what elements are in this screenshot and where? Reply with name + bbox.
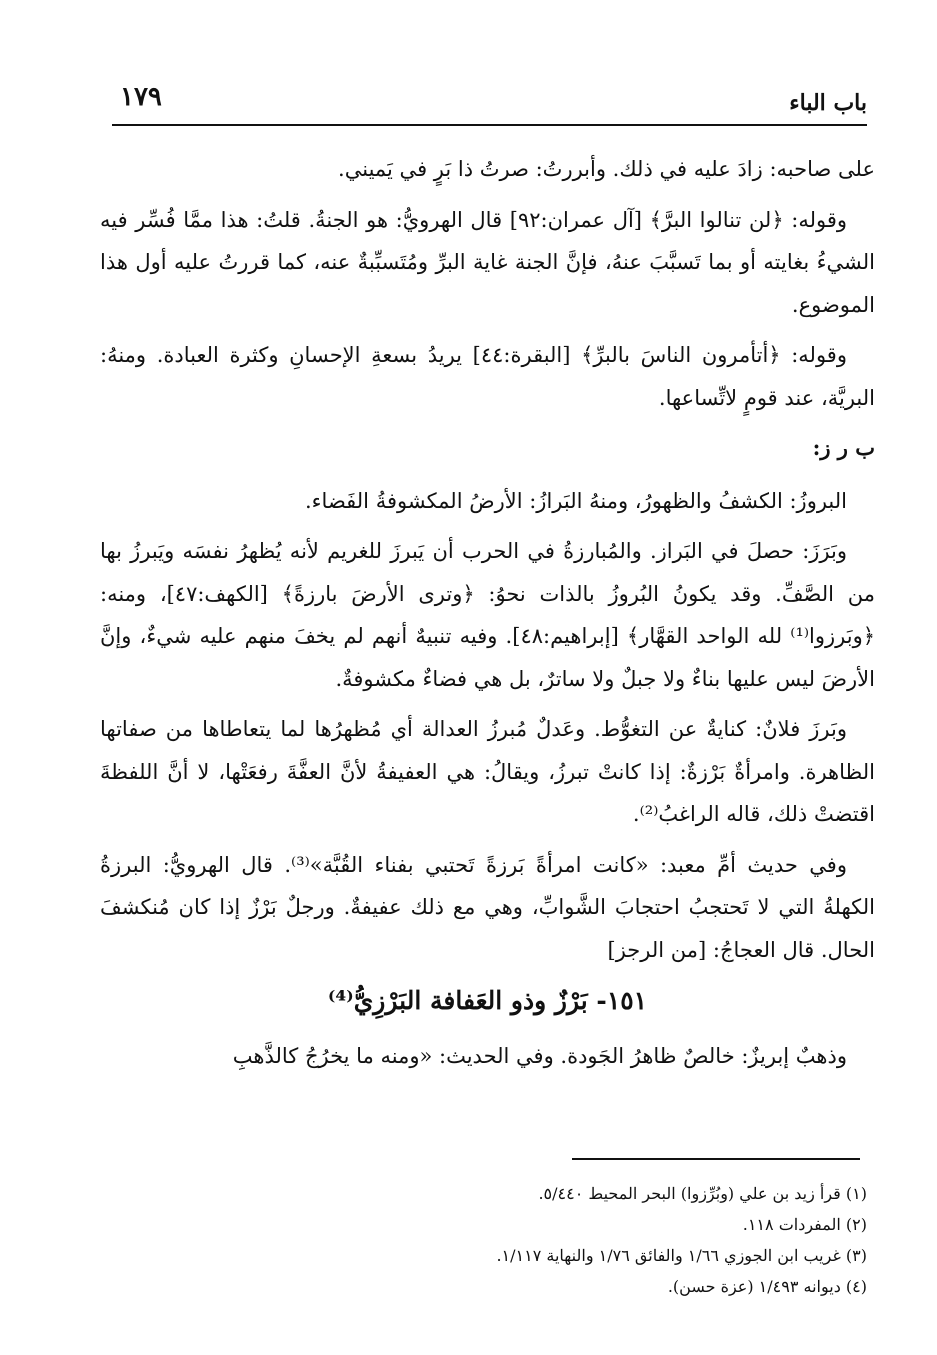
chapter-title: باب الباء	[789, 90, 867, 116]
footnote-1: (١) قرأ زيد بن علي (وبُرِّزوا) البحر المحيط ٥/٤٤٠.	[538, 1184, 867, 1203]
paragraph-3: وقوله: ﴿أتأمرون الناسَ بالبرِّ﴾ [البقرة:٤٤] يريدُ بسعةِ الإحسانِ وكثرة العبادة. ومنهُ: البريَّة، عند قومٍ لاتِّساعها.	[100, 343, 875, 410]
paragraph-6: وبَرزَ فلانٌ: كنايةٌ عن التغوُّط. وعَدلٌ مُبرزُ العدالة أي مُظهرُها لما يتعاطاها من صفاتها الظاهرة. وامرأةٌ بَرْزةٌ: إذا كانتْ تبرزُ، ويقالُ: هي العفيفةُ لأنَّ العفَّةَ رفعَتْها، لا أنَّ اللفظةَ اقتضتْ ذلك، قاله الراغبُ⁽²⁾.	[100, 717, 875, 826]
paragraph-2: وقوله: ﴿لن تنالوا البرَّ﴾ [آل عمران:٩٢] قال الهرويُّ: هو الجنةُ. قلتُ: هذا ممَّا فُسِّر فيه الشيءُ بغايته أو بما تَسبَّبَ عنهُ، فإنَّ الجنة غاية البرِّ ومُتَسبِّبةٌ عنه، كما قررتُ عليه أول هذا الموضوع.	[100, 207, 875, 317]
entry-heading: ب ر ز:	[812, 435, 875, 460]
footnote-rule	[572, 1158, 860, 1160]
header-rule	[112, 124, 867, 126]
footnote-4: (٤) ديوانه ١/٤٩٣ (عزة حسن).	[667, 1277, 867, 1296]
footnote-2: (٢) المفردات ١١٨.	[742, 1215, 867, 1234]
paragraph-1: على صاحبه: زادَ عليه في ذلك. وأبررتُ: صرتُ ذا بَرٍ في يَميني.	[338, 157, 875, 181]
footnotes	[100, 1178, 867, 1302]
paragraph-5: وبَرَزَ: حصلَ في البَراز. والمُبارزةُ في الحرب أن يَبرزَ للغريم لأنه يُظهرُ نفسَه ويَبرزُ بها من الصَّفِّ. وقد يكونُ البُروزُ بالذات نحوُ: ﴿وترى الأرضَ بارزةً﴾ [الكهف:٤٧]، ومنه: ﴿وبَرزوا⁽¹⁾ لله الواحد القهَّار﴾ [إبراهيم:٤٨]. وفيه تنبيهٌ أنهم لم يخفَ منهم عليه شيءٌ، وإنَّ الأرضَ ليس عليها بناءٌ ولا جبلٌ ولا ساترٌ، بل هي فضاءٌ مكشوفةٌ.	[100, 539, 876, 691]
paragraph-8: وذهبٌ إبريزٌ: خالصٌ ظاهرُ الجَودة. وفي الحديث: «ومنه ما يخرُجُ كالذَّهبِ	[232, 1044, 847, 1068]
footnote-3: (٣) غريب ابن الجوزي ١/٦٦ والفائق ١/٧٦ والنهاية ١/١١٧.	[496, 1246, 867, 1265]
paragraph-7: وفي حديث أمِّ معبد: «كانت امرأةً بَرزةً تَحتبي بفناء القُبَّة»⁽³⁾. قال الهرويُّ: البرزةُ الكهلةُ التي لا تَحتجبُ احتجابَ الشَّوابِّ، وهي مع ذلك عفيفةٌ. ورجلٌ بَرْزٌ إذا كان مُنكشفَ الحال. قال العجاجُ: [من الرجز]	[100, 852, 875, 962]
verse-title: ١٥١- بَرْزٌ وذو العَفافة البَرْزِيُّ⁽⁴⁾	[327, 986, 648, 1015]
main-text	[100, 148, 875, 1086]
page-number: ١٧٩	[120, 82, 162, 112]
paragraph-4: البروزُ: الكشفُ والظهورُ، ومنهُ البَرازُ: الأرضُ المكشوفةُ الفَضاء.	[305, 488, 847, 513]
page-header	[112, 80, 867, 120]
